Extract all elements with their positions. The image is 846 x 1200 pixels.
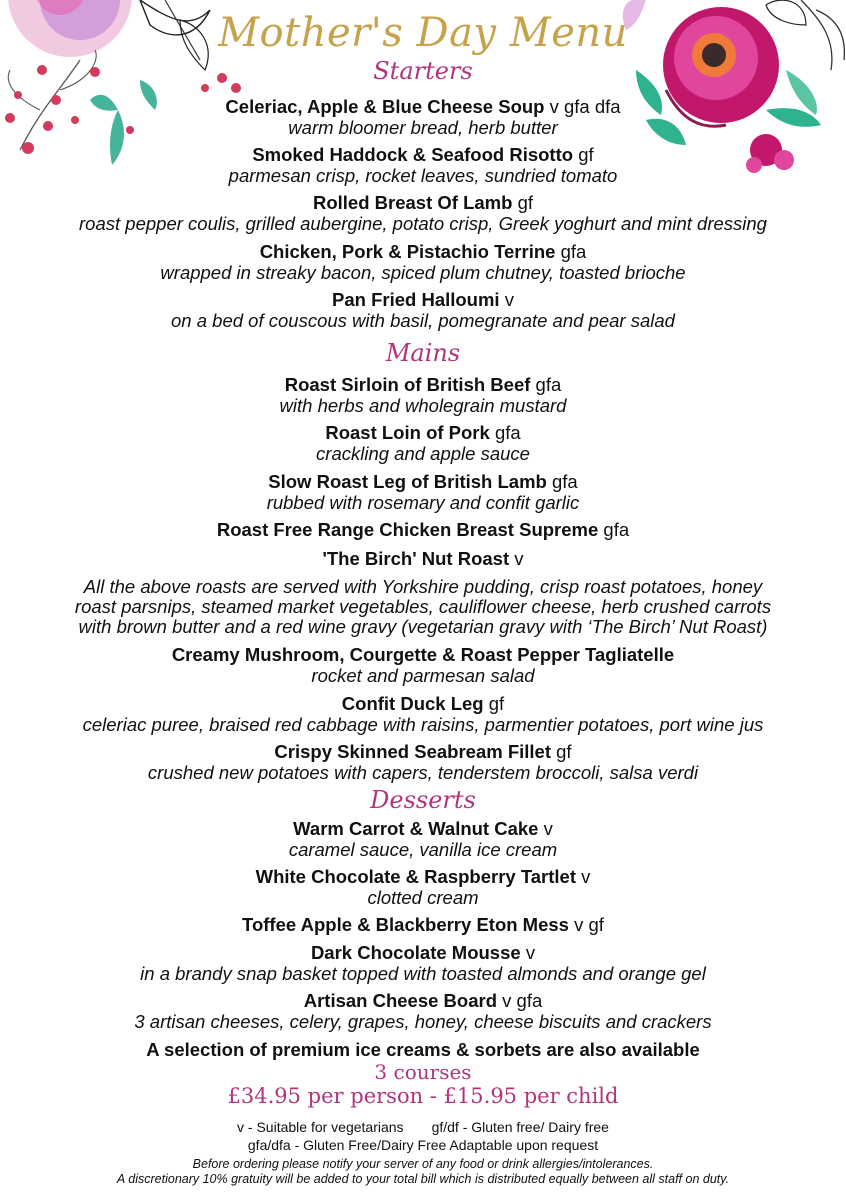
starter-desc-2: parmesan crisp, rocket leaves, sundried tomato [228,165,618,186]
starter-item-3 [0,192,846,214]
mains-heading: Mains [385,339,461,367]
main-desc-3: rubbed with rosemary and confit garlic [266,492,580,513]
dietary-tags: gfa [603,519,630,540]
main-desc-2: crackling and apple sauce [316,443,530,464]
desserts-heading: Desserts [370,786,476,814]
starters-heading: Starters [373,57,473,85]
allergy-notice-text: Before ordering please notify your server of any food or drink allergies/intolerances. [192,1157,654,1171]
dish-name: Roast Sirloin of British Beef [284,374,531,395]
allergy-notice [0,1157,846,1172]
dish-name: Chicken, Pork & Pistachio Terrine [259,241,556,262]
dietary-tags: gfa [535,374,562,395]
main-item-2 [0,422,846,444]
dish-name: Roast Free Range Chicken Breast Supreme [216,519,599,540]
dessert-item-2 [0,866,846,888]
dessert-item-4 [0,942,846,964]
starter-desc-5: on a bed of couscous with basil, pomegranate and pear salad [171,310,675,331]
dietary-tags: v gf [574,914,604,935]
main-desc-7: celeriac puree, braised red cabbage with raisins, parmentier potatoes, port wine jus [82,714,764,735]
starter-desc-3: roast pepper coulis, grilled aubergine, potato crisp, Greek yoghurt and mint dressing [79,213,767,234]
dessert-desc-5: 3 artisan cheeses, celery, grapes, honey, cheese biscuits and crackers [134,1011,712,1032]
dietary-tags: gf [578,144,594,165]
dessert-item-3 [0,914,846,936]
legend-v: v - Suitable for vegetarians [237,1119,404,1135]
legend-line-2: gfa/dfa - Gluten Free/Dairy Free Adaptable upon request [247,1137,599,1153]
starter-item-1 [0,96,846,118]
dish-name: Crispy Skinned Seabream Fillet [274,741,551,762]
dietary-tags: v [581,866,591,887]
dessert-item-1 [0,818,846,840]
main-item-3 [0,471,846,493]
dish-name: Roast Loin of Pork [325,422,490,443]
dish-name: Confit Duck Leg [341,693,484,714]
dish-name: Slow Roast Leg of British Lamb [268,471,547,492]
dietary-tags: v [504,289,514,310]
dietary-tags: gfa [560,241,587,262]
main-item-8 [0,741,846,763]
dish-name: Rolled Breast Of Lamb [312,192,513,213]
starter-item-5 [0,289,846,311]
gratuity-notice [0,1172,846,1187]
dish-name: Dark Chocolate Mousse [310,942,521,963]
gratuity-notice-text: A discretionary 10% gratuity will be added to your total bill which is distributed equally between all staff on duty. [116,1172,730,1186]
dietary-tags: v [543,818,553,839]
dish-name: Artisan Cheese Board [303,990,498,1011]
starter-desc-1: warm bloomer bread, herb butter [288,117,558,138]
ice-cream-note-text: A selection of premium ice creams & sorbets are also available [146,1039,700,1060]
main-item-7 [0,693,846,715]
roast-note-line-2: roast parsnips, steamed market vegetables, cauliflower cheese, herb crushed carrots [74,596,772,617]
dish-name: Pan Fried Halloumi [332,289,500,310]
dessert-desc-4: in a brandy snap basket topped with toasted almonds and orange gel [140,963,706,984]
dish-name: 'The Birch' Nut Roast [322,548,510,569]
dietary-tags: gf [556,741,572,762]
dessert-desc-1: caramel sauce, vanilla ice cream [288,839,558,860]
dietary-tags: v [525,942,536,963]
main-desc-1: with herbs and wholegrain mustard [279,395,567,416]
dish-name: White Chocolate & Raspberry Tartlet [255,866,576,887]
starter-desc-4: wrapped in streaky bacon, spiced plum chutney, toasted brioche [160,262,686,283]
legend-gfdf: gf/df - Gluten free/ Dairy free [431,1119,609,1135]
dietary-tags: v [514,548,524,569]
legend-line-1 [0,1119,846,1136]
dietary-tags: gfa [551,471,578,492]
main-item-6 [0,644,846,666]
dessert-item-5 [0,990,846,1012]
dietary-tags: gfa [494,422,521,443]
roast-note-line-3: with brown butter and a red wine gravy (vegetarian gravy with ‘The Birch’ Nut Roast) [78,616,768,637]
dish-name: Creamy Mushroom, Courgette & Roast Pepper Tagliatelle [171,644,675,665]
price-label: £34.95 per person - £15.95 per child [227,1084,619,1108]
main-desc-6: rocket and parmesan salad [311,665,535,686]
dish-name: Toffee Apple & Blackberry Eton Mess [242,914,569,935]
courses-label: 3 courses [374,1060,472,1084]
main-item-5 [0,548,846,570]
dish-name: Smoked Haddock & Seafood Risotto [252,144,574,165]
dietary-tags: gf [488,693,505,714]
dietary-tags: v gfa dfa [549,96,621,117]
ice-cream-note [0,1039,846,1061]
dish-name: Celeriac, Apple & Blue Cheese Soup [225,96,545,117]
main-item-4 [0,519,846,541]
roast-note-line-1: All the above roasts are served with Yorkshire pudding, crisp roast potatoes, honey [83,576,763,597]
dessert-desc-2: clotted cream [367,887,479,908]
dish-name: Warm Carrot & Walnut Cake [293,818,539,839]
dietary-tags: gf [517,192,533,213]
main-desc-8: crushed new potatoes with capers, tenderstem broccoli, salsa verdi [147,762,699,783]
menu-title: Mother's Day Menu [218,10,628,56]
starter-item-4 [0,241,846,263]
starter-item-2 [0,144,846,166]
dietary-tags: v gfa [502,990,543,1011]
main-item-1 [0,374,846,396]
